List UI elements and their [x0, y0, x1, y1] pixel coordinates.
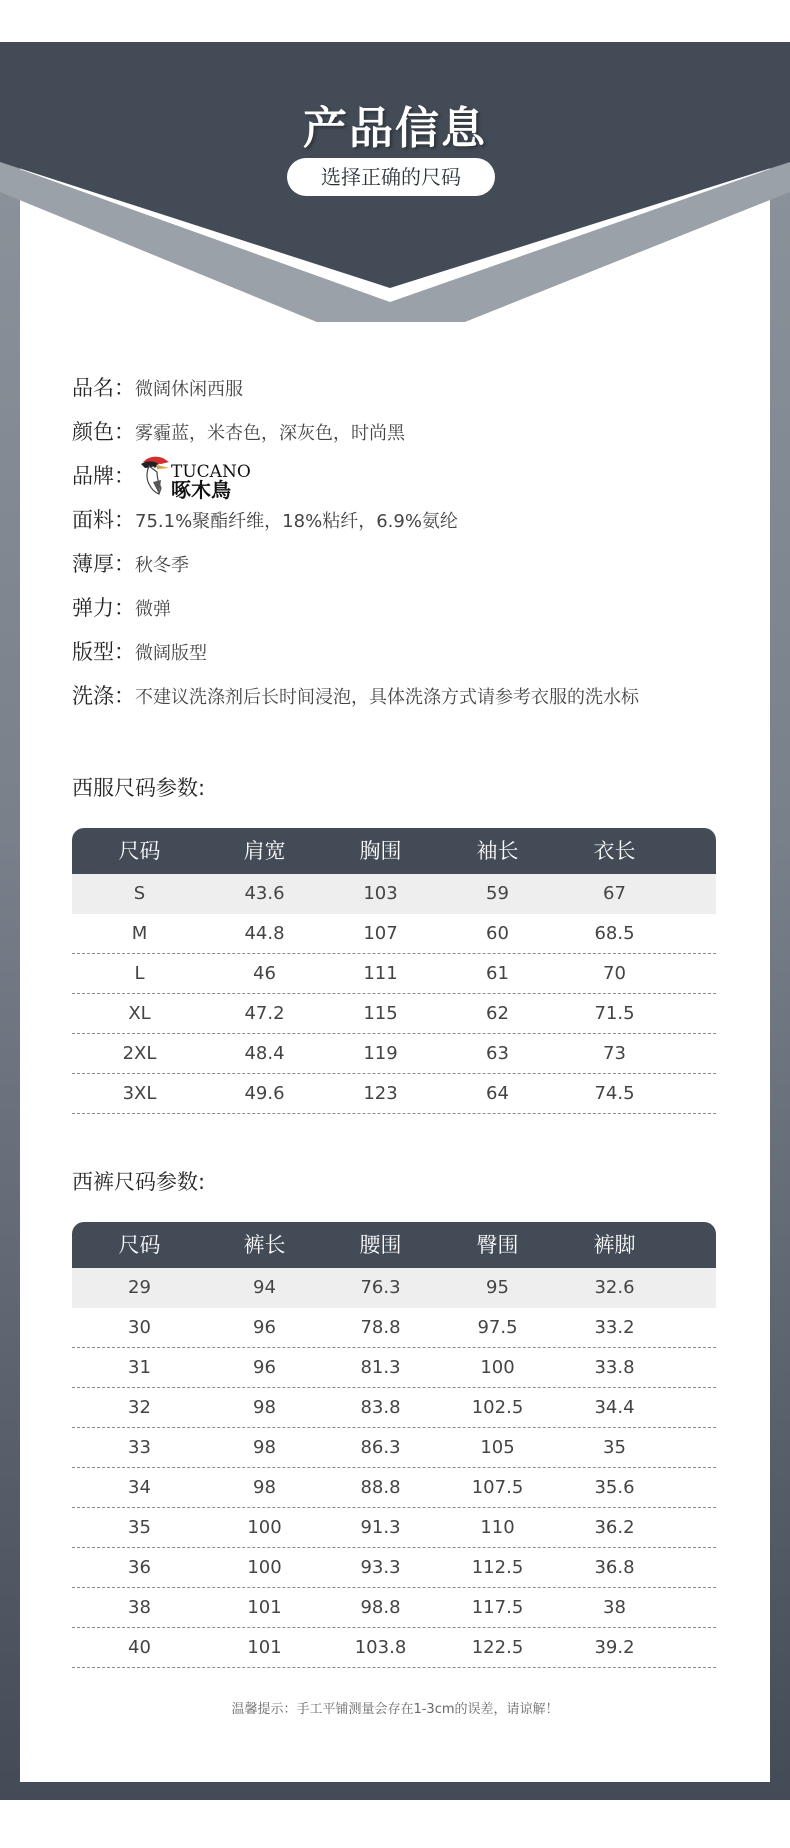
- table-cell: 95: [486, 1277, 509, 1298]
- info-value: 微阔休闲西服: [135, 379, 243, 400]
- table-cell: 100: [480, 1357, 515, 1378]
- table-row: [72, 1508, 716, 1548]
- table-cell: 76.3: [360, 1277, 401, 1298]
- table-cell: 98: [253, 1477, 276, 1498]
- table-cell: 32: [128, 1397, 151, 1418]
- table-row: [72, 1268, 716, 1308]
- table-cell: 60: [486, 923, 509, 944]
- table-cell: 73: [603, 1043, 626, 1064]
- table-cell: 70: [603, 963, 626, 984]
- table-cell: 46: [253, 963, 276, 984]
- table-cell: 111: [363, 963, 398, 984]
- table-cell: 74.5: [594, 1083, 635, 1104]
- table-cell: 3XL: [122, 1083, 157, 1104]
- info-label: 弹力：: [72, 596, 135, 620]
- brand-logo: [139, 452, 251, 502]
- table-cell: 32.6: [594, 1277, 635, 1298]
- table-cell: 33: [128, 1437, 151, 1458]
- table-cell: 30: [128, 1317, 151, 1338]
- table-cell: 88.8: [360, 1477, 401, 1498]
- table-cell: 33.8: [594, 1357, 635, 1378]
- info-value: 雾霾蓝，米杏色，深灰色，时尚黑: [135, 423, 405, 444]
- table-cell: 91.3: [360, 1517, 401, 1538]
- header-cell: 裤脚: [593, 1233, 636, 1257]
- table-cell: 122.5: [471, 1637, 524, 1658]
- table-cell: S: [133, 883, 146, 904]
- suit-size-title: 西服尺码参数:: [72, 776, 206, 800]
- info-value: 不建议洗涤剂后长时间浸泡，具体洗涤方式请参考衣服的洗水标: [135, 687, 639, 708]
- table-cell: 38: [603, 1597, 626, 1618]
- table-cell: 68.5: [594, 923, 635, 944]
- table-row: [72, 1074, 716, 1114]
- table-cell: 34.4: [594, 1397, 635, 1418]
- table-cell: 119: [363, 1043, 398, 1064]
- table-row: [72, 1548, 716, 1588]
- header-cell: 袖长: [476, 839, 519, 863]
- table-cell: 67: [603, 883, 626, 904]
- table-cell: 39.2: [594, 1637, 635, 1658]
- table-cell: 98.8: [360, 1597, 401, 1618]
- info-label: 版型：: [72, 640, 135, 664]
- table-cell: 34: [128, 1477, 151, 1498]
- header-cell: 臀围: [476, 1233, 519, 1257]
- table-cell: 93.3: [360, 1557, 401, 1578]
- info-row-thickness: [72, 546, 752, 590]
- pants-size-table: [72, 1222, 716, 1668]
- product-info: [72, 370, 752, 722]
- table-cell: 86.3: [360, 1437, 401, 1458]
- table-cell: 38: [128, 1597, 151, 1618]
- footer-note: 温馨提示：手工平铺测量会存在1-3cm的误差，请谅解！: [231, 1702, 559, 1717]
- header-cell: 尺码: [118, 839, 161, 863]
- header-cell: 胸围: [359, 839, 402, 863]
- table-cell: 47.2: [244, 1003, 285, 1024]
- table-cell: M: [131, 923, 148, 944]
- table-cell: 81.3: [360, 1357, 401, 1378]
- table-cell: 48.4: [244, 1043, 285, 1064]
- header-cell: 衣长: [593, 839, 636, 863]
- info-row-washing: [72, 678, 752, 722]
- table-cell: 35.6: [594, 1477, 635, 1498]
- table-cell: 96: [253, 1357, 276, 1378]
- table-row: [72, 1468, 716, 1508]
- pants-size-title: 西裤尺码参数:: [72, 1170, 206, 1194]
- table-cell: 83.8: [360, 1397, 401, 1418]
- page-title: 产品信息: [303, 103, 487, 154]
- table-cell: 107.5: [471, 1477, 524, 1498]
- table-cell: 2XL: [122, 1043, 157, 1064]
- table-cell: 49.6: [244, 1083, 285, 1104]
- table-cell: L: [134, 963, 145, 984]
- table-row: [72, 1388, 716, 1428]
- table-row: [72, 1348, 716, 1388]
- subtitle-badge: 选择正确的尺码: [287, 158, 495, 196]
- table-cell: 98: [253, 1397, 276, 1418]
- table-cell: 35: [603, 1437, 626, 1458]
- table-cell: 112.5: [471, 1557, 524, 1578]
- table-cell: 101: [247, 1637, 282, 1658]
- table-cell: 117.5: [471, 1597, 524, 1618]
- table-cell: 62: [486, 1003, 509, 1024]
- info-value: 75.1%聚酯纤维，18%粘纤，6.9%氨纶: [135, 511, 458, 532]
- brand-name-cn: 啄木鳥: [171, 477, 231, 502]
- header-cell: 腰围: [359, 1233, 402, 1257]
- table-cell: 44.8: [244, 923, 285, 944]
- table-cell: 78.8: [360, 1317, 401, 1338]
- table-cell: 96: [253, 1317, 276, 1338]
- table-row: [72, 1628, 716, 1668]
- info-label: 面料：: [72, 508, 135, 532]
- table-row: [72, 994, 716, 1034]
- table-cell: 103: [363, 883, 398, 904]
- table-cell: 36.2: [594, 1517, 635, 1538]
- table-cell: 43.6: [244, 883, 285, 904]
- suit-size-table: [72, 828, 716, 1114]
- table-cell: 63: [486, 1043, 509, 1064]
- table-row: [72, 1034, 716, 1074]
- table-row: [72, 1428, 716, 1468]
- table-cell: 97.5: [477, 1317, 518, 1338]
- info-row-fit: [72, 634, 752, 678]
- woodpecker-logo-icon: [139, 452, 173, 496]
- table-row: [72, 954, 716, 994]
- info-row-elasticity: [72, 590, 752, 634]
- table-row: [72, 1588, 716, 1628]
- table-cell: 71.5: [594, 1003, 635, 1024]
- table-cell: 59: [486, 883, 509, 904]
- table-cell: 101: [247, 1597, 282, 1618]
- table-cell: 100: [247, 1557, 282, 1578]
- table-cell: 36.8: [594, 1557, 635, 1578]
- table-cell: 64: [486, 1083, 509, 1104]
- table-cell: 123: [363, 1083, 398, 1104]
- table-cell: 100: [247, 1517, 282, 1538]
- info-label: 洗涤：: [72, 684, 135, 708]
- table-cell: 105: [480, 1437, 515, 1458]
- table-cell: 98: [253, 1437, 276, 1458]
- table-cell: 35: [128, 1517, 151, 1538]
- header-cell: 尺码: [118, 1233, 161, 1257]
- table-cell: 115: [363, 1003, 398, 1024]
- table-cell: 107: [363, 923, 398, 944]
- info-label: 品牌：: [72, 464, 135, 488]
- info-row-brand: [72, 458, 752, 502]
- table-cell: 94: [253, 1277, 276, 1298]
- table-cell: XL: [128, 1003, 151, 1024]
- table-row: [72, 1308, 716, 1348]
- header-cell: 肩宽: [243, 839, 286, 863]
- info-label: 薄厚：: [72, 552, 135, 576]
- table-row: [72, 914, 716, 954]
- table-row: [72, 874, 716, 914]
- table-cell: 36: [128, 1557, 151, 1578]
- info-value: 微弹: [135, 599, 171, 620]
- info-row-name: [72, 370, 752, 414]
- table-cell: 102.5: [471, 1397, 524, 1418]
- table-cell: 110: [480, 1517, 515, 1538]
- table-cell: 29: [128, 1277, 151, 1298]
- info-value: 秋冬季: [135, 555, 189, 576]
- table-cell: 40: [128, 1637, 151, 1658]
- table-header: [72, 1222, 716, 1268]
- brand-name-en: TUCANO: [171, 461, 251, 482]
- info-value: 微阔版型: [135, 643, 207, 664]
- table-cell: 61: [486, 963, 509, 984]
- table-header: [72, 828, 716, 874]
- table-cell: 31: [128, 1357, 151, 1378]
- table-cell: 33.2: [594, 1317, 635, 1338]
- table-cell: 103.8: [354, 1637, 407, 1658]
- info-label: 颜色：: [72, 420, 135, 444]
- header-cell: 裤长: [243, 1233, 286, 1257]
- info-row-fabric: [72, 502, 752, 546]
- info-label: 品名：: [72, 376, 135, 400]
